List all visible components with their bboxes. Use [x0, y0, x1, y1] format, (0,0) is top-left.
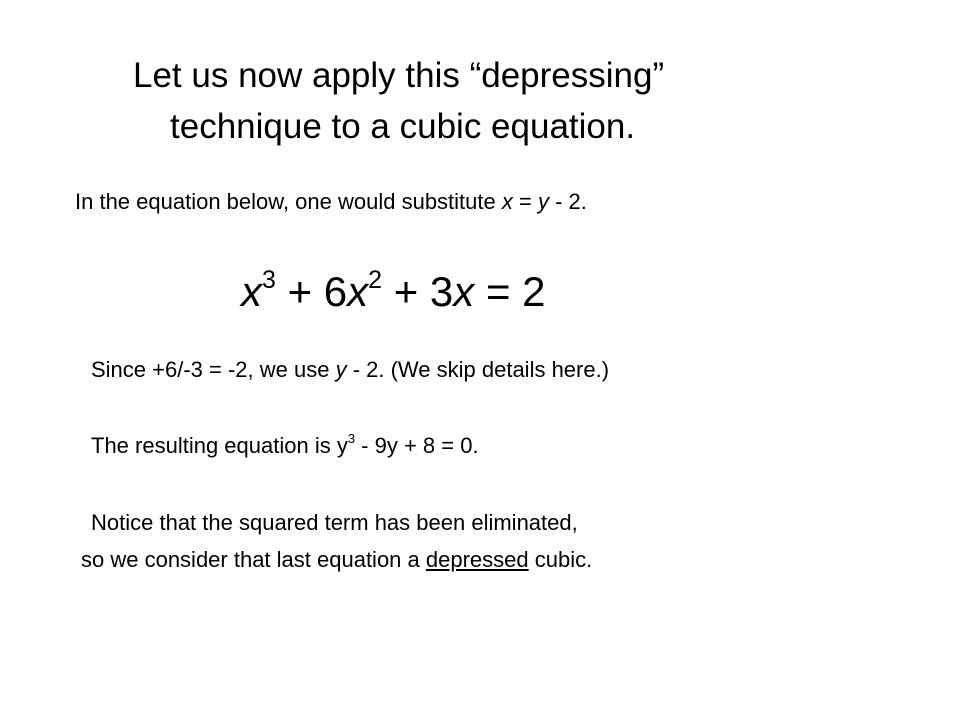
notice-line-1: Notice that the squared term has been eliminated, [91, 510, 578, 535]
equation-term: + 6 [275, 268, 348, 315]
equation-var-x: x [347, 268, 369, 315]
intro-text-after: - 2. [548, 189, 587, 214]
equation-var-x: x [453, 268, 475, 315]
since-var-y: y [335, 357, 347, 382]
notice-line-2 [81, 547, 592, 573]
equation-rhs: = 2 [474, 268, 546, 315]
since-line [91, 357, 609, 383]
result-exponent: 3 [347, 431, 356, 446]
title-line-2: technique to a cubic equation. [170, 107, 636, 146]
equation-exponent: 2 [368, 266, 383, 294]
title-line-1: Let us now apply this “depressing” [133, 56, 665, 95]
intro-var-x: x [501, 189, 513, 214]
equation-var-x: x [241, 268, 262, 315]
notice-text-after: cubic. [528, 547, 593, 572]
intro-var-y: y [537, 189, 549, 214]
result-line [91, 433, 479, 459]
result-text-before: The resulting equation is y [91, 433, 348, 458]
since-text-before: Since +6/-3 = -2, we use [91, 357, 336, 382]
equation-term: + 3 [382, 268, 454, 315]
depressed-word: depressed [425, 547, 529, 572]
intro-text-before: In the equation below, one would substitute [75, 189, 502, 214]
since-text-after: - 2. (We skip details here.) [346, 357, 610, 382]
notice-text-before: so we consider that last equation a [81, 547, 426, 572]
result-text-after: - 9y + 8 = 0. [355, 433, 479, 458]
intro-line [75, 189, 587, 215]
intro-text-eq: = [512, 189, 538, 214]
cubic-equation [241, 267, 546, 317]
equation-exponent: 3 [262, 266, 276, 294]
